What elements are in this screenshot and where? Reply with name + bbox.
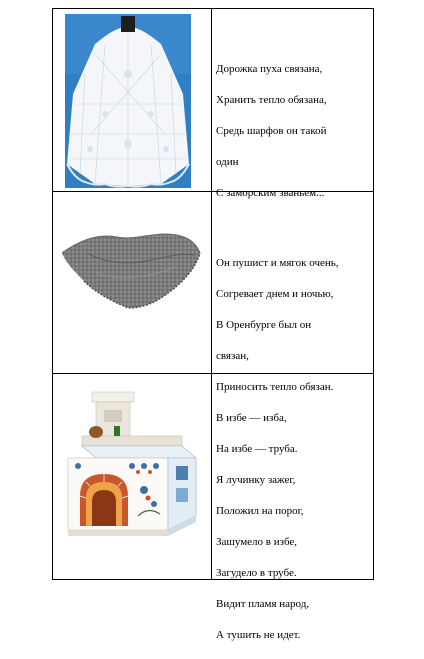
table-border-bottom <box>52 579 374 580</box>
grey-down-shawl-image <box>56 223 204 311</box>
riddle-line: Я лучинку зажег, <box>216 473 296 486</box>
russian-stove-image <box>62 386 204 546</box>
white-lace-shawl-image <box>65 14 191 188</box>
riddle-line: Средь шарфов он такой <box>216 124 327 137</box>
riddle-text-3 <box>216 395 309 659</box>
riddle-line: Хранить тепло обязана, <box>216 93 327 106</box>
riddle-line: Положил на порог, <box>216 504 304 517</box>
riddle-line: Загудело в трубе. <box>216 566 297 579</box>
table-row <box>52 373 374 641</box>
riddle-line: А тушить не идет. <box>216 628 301 641</box>
table-row <box>52 191 374 393</box>
riddle-line: Приносить тепло обязан. <box>216 380 334 393</box>
riddle-line: Зашумело в избе, <box>216 535 298 548</box>
table-row <box>52 8 374 199</box>
riddle-line: Видит пламя народ, <box>216 597 310 610</box>
riddle-table <box>52 8 374 641</box>
riddle-line: В Оренбурге был он <box>216 318 312 331</box>
riddle-line: Согревает днем и ночью, <box>216 287 334 300</box>
riddle-line: С заморским званьем... <box>216 186 325 199</box>
riddle-line: На избе — труба. <box>216 442 298 455</box>
riddle-line: связан, <box>216 349 249 362</box>
riddle-line: Дорожка пуха связана, <box>216 62 323 75</box>
riddle-line: Он пушист и мягок очень, <box>216 256 339 269</box>
riddle-line: В избе — изба, <box>216 411 287 424</box>
riddle-line: один <box>216 155 239 168</box>
